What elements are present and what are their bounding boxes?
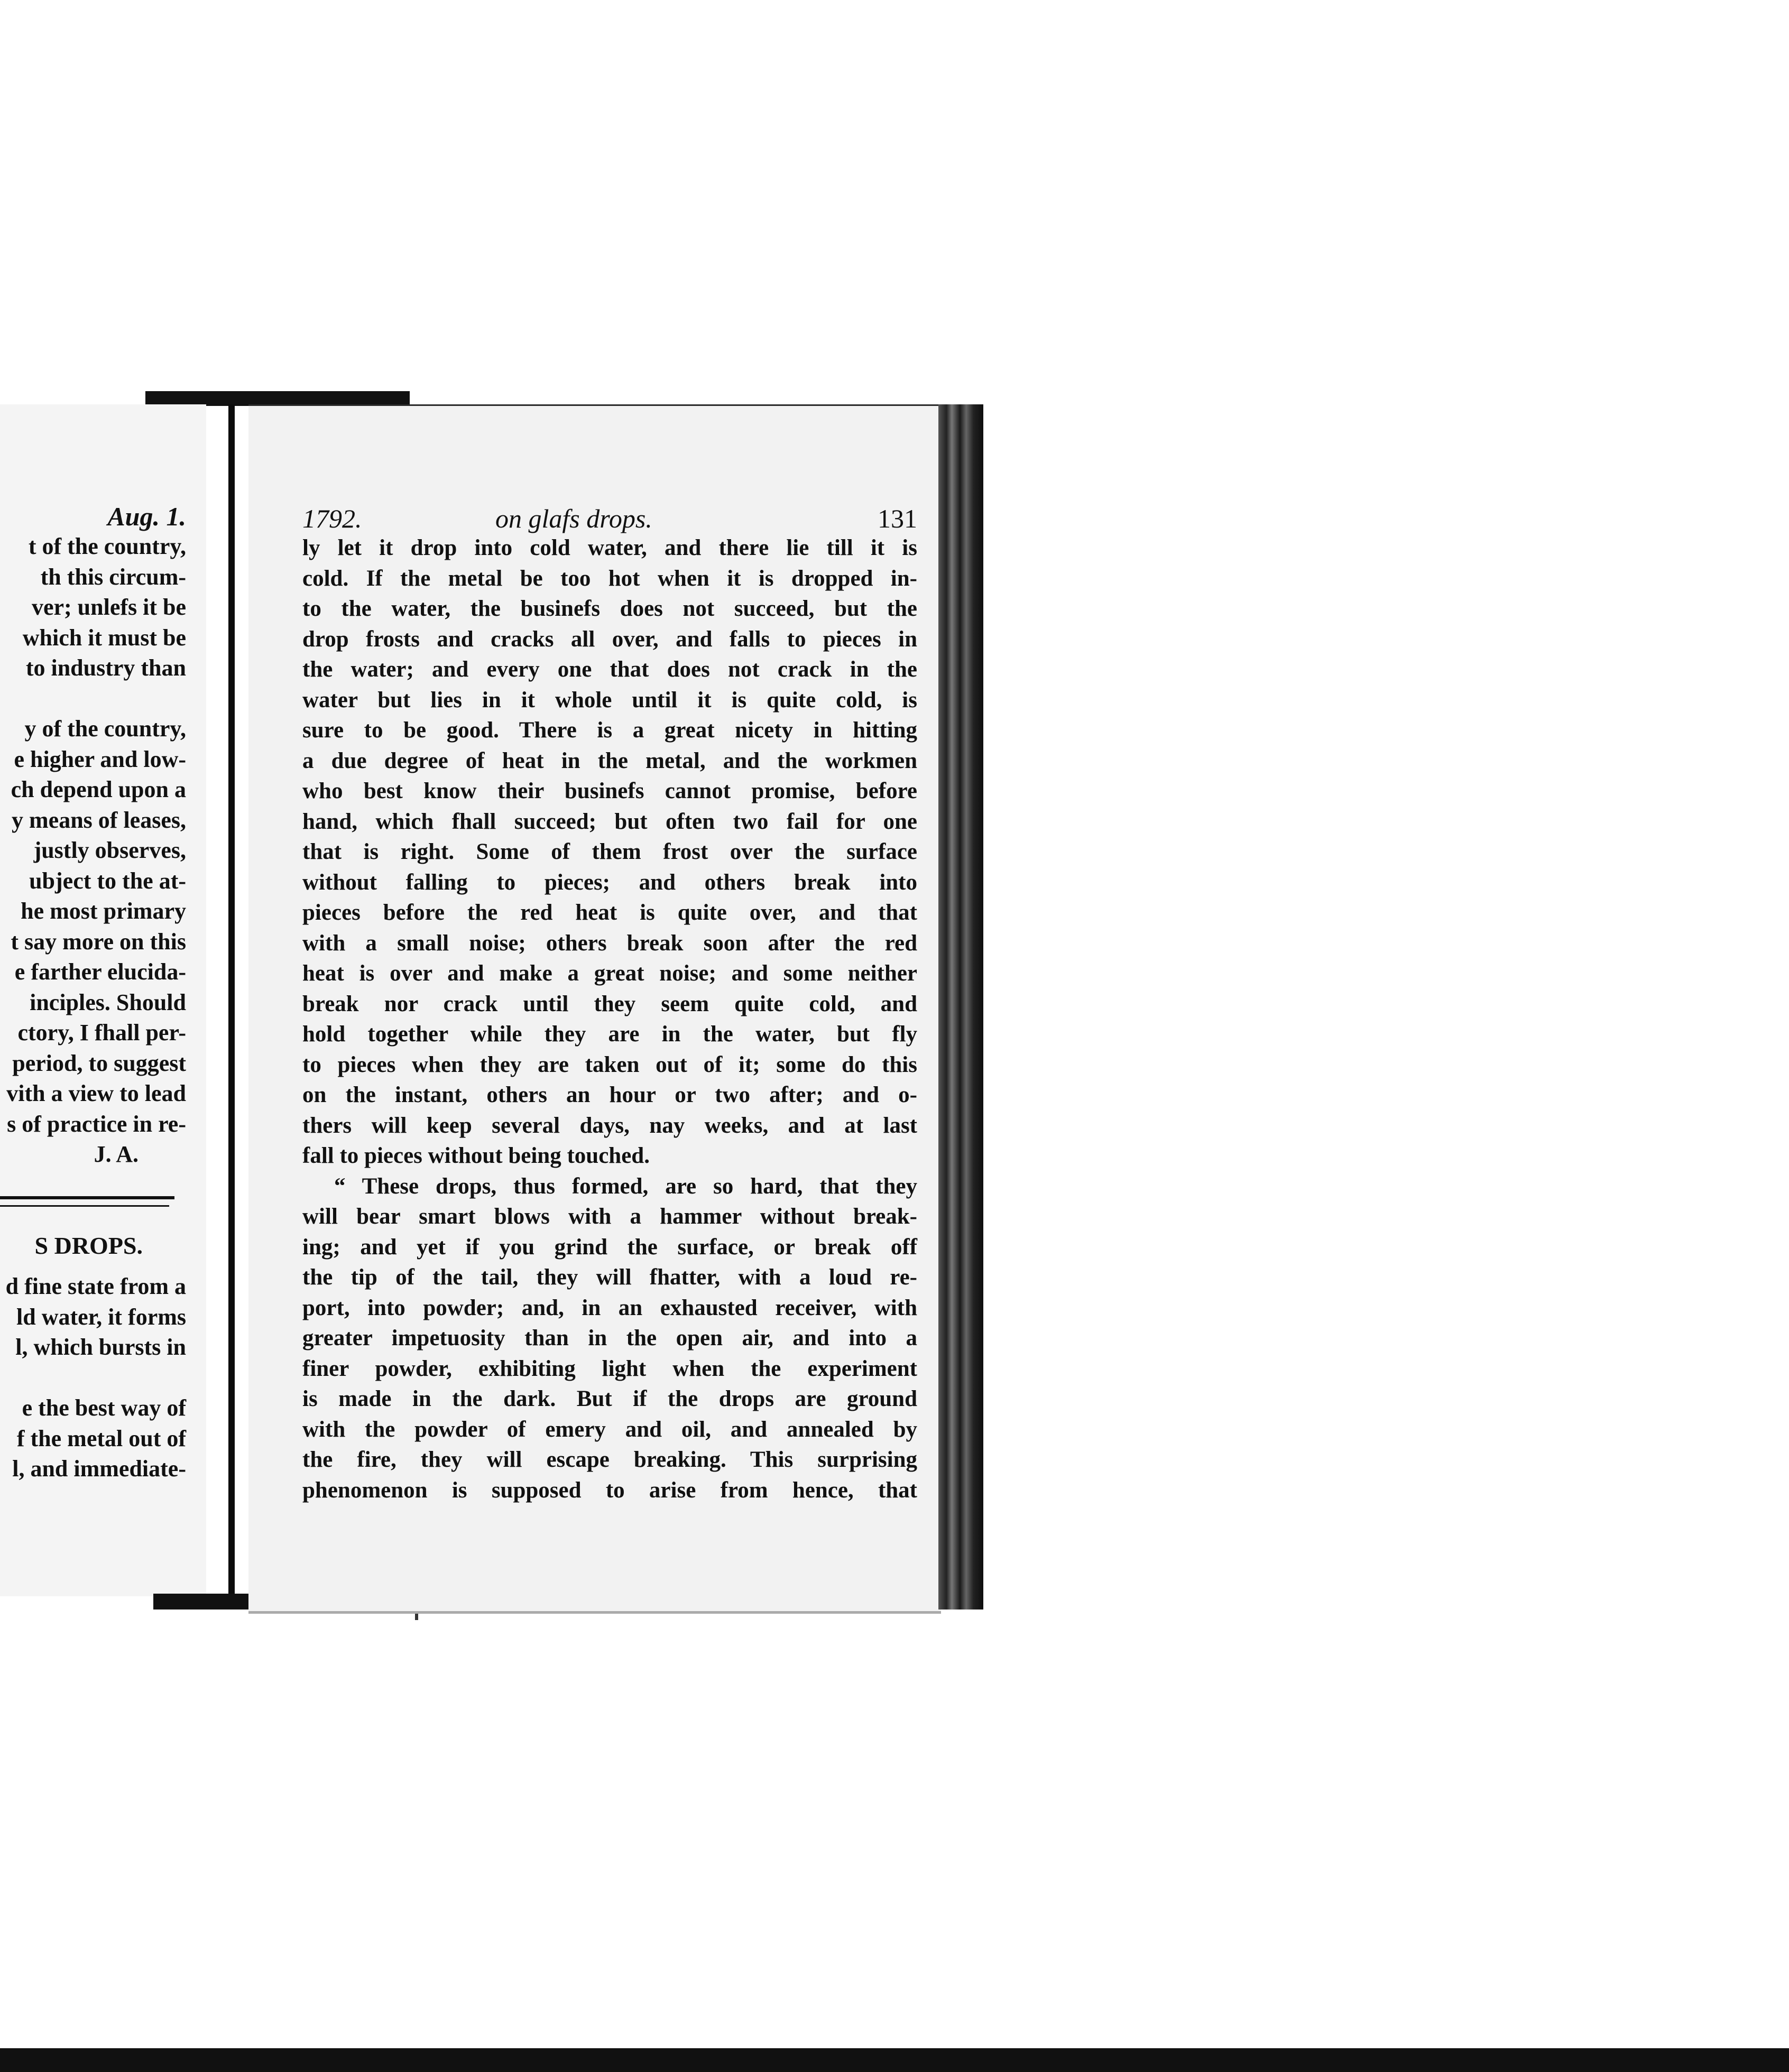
left-text-line: s of practice in re- xyxy=(7,1111,186,1137)
text-line: with the powder of emery and oil, and annealed by xyxy=(302,1417,917,1442)
left-page-text-bottom xyxy=(0,1271,186,1484)
running-head-title: on glafs drops. xyxy=(495,504,652,533)
left-page-top-edge xyxy=(145,391,410,406)
left-page xyxy=(0,404,206,1596)
section-rule xyxy=(0,1196,174,1199)
left-text-line: he most primary xyxy=(21,898,186,924)
left-text-line: vith a view to lead xyxy=(6,1080,186,1106)
left-text-line: justly observes, xyxy=(33,837,186,863)
right-page xyxy=(248,404,941,1614)
section-rule-thin xyxy=(0,1205,169,1207)
text-line: to the water, the businefs does not succeed, but the xyxy=(302,596,917,621)
text-line: the tip of the tail, they will fhatter, with a loud re- xyxy=(302,1265,917,1290)
left-section-title: S DROPS. xyxy=(34,1232,143,1259)
left-text-line: l, and immediate- xyxy=(12,1456,186,1482)
book-gutter xyxy=(228,404,235,1596)
text-line: greater impetuosity than in the open air, and into a xyxy=(302,1326,917,1350)
text-line: will bear smart blows with a hammer without break- xyxy=(302,1204,917,1229)
text-line: is made in the dark. But if the drops are ground xyxy=(302,1386,917,1411)
text-line: thers will keep several days, nay weeks, and at last xyxy=(302,1113,917,1138)
text-line: pieces before the red heat is quite over, and that xyxy=(302,900,917,925)
left-running-head: Aug. 1. xyxy=(107,502,186,531)
left-text-line: ld water, it forms xyxy=(16,1303,186,1330)
left-text-line: t of the country, xyxy=(28,533,186,559)
text-line: the water; and every one that does not crack in the xyxy=(302,657,917,682)
left-text-line: to industry than xyxy=(25,655,186,681)
text-line: the fire, they will escape breaking. This surprising xyxy=(302,1447,917,1472)
left-text-line: f the metal out of xyxy=(16,1425,186,1451)
text-line: with a small noise; others break soon after the red xyxy=(302,930,917,956)
left-text-line: inciples. Should xyxy=(30,989,186,1015)
left-text-line: th this circum- xyxy=(40,563,186,590)
text-line: break nor crack until they seem quite cold, and xyxy=(302,991,917,1016)
left-text-line: ch depend upon a xyxy=(11,776,186,802)
text-line: ing; and yet if you grind the surface, or break off xyxy=(302,1234,917,1260)
left-text-line: ver; unlefs it be xyxy=(31,594,186,620)
left-text-line: y means of leases, xyxy=(12,807,186,833)
text-line: who best know their businefs cannot promise, before xyxy=(302,779,917,803)
left-text-line: period, to suggest xyxy=(12,1050,186,1076)
text-line: ly let it drop into cold water, and there lie till it is xyxy=(302,535,917,560)
text-line: cold. If the metal be too hot when it is dropped in- xyxy=(302,566,917,591)
left-text-line: t say more on this xyxy=(11,928,186,955)
left-text-line: l, which bursts in xyxy=(15,1334,186,1360)
running-head-year: 1792. xyxy=(302,504,362,533)
text-line: a due degree of heat in the metal, and the workmen xyxy=(302,748,917,773)
left-text-line: y of the country, xyxy=(24,716,186,742)
text-line: without falling to pieces; and others break into xyxy=(302,870,917,895)
page-block-edge xyxy=(938,404,983,1610)
text-line: to pieces when they are taken out of it; some do this xyxy=(302,1052,917,1077)
left-text-line: which it must be xyxy=(22,624,186,651)
left-text-line: ctory, I fhall per- xyxy=(17,1020,186,1046)
text-line: fall to pieces without being touched. xyxy=(302,1143,650,1168)
left-text-line xyxy=(0,1363,186,1393)
text-line: port, into powder; and, in an exhausted receiver, with xyxy=(302,1295,917,1320)
text-line: hand, which fhall succeed; but often two fail for one xyxy=(302,809,917,834)
scan-bottom-border xyxy=(0,2048,1789,2072)
text-line: “ These drops, thus formed, are so hard, that they xyxy=(334,1173,917,1199)
left-text-line: e higher and low- xyxy=(14,746,186,772)
left-text-line: ubject to the at- xyxy=(29,867,186,894)
text-line: hold together while they are in the water, but fly xyxy=(302,1022,917,1047)
left-text-line: e the best way of xyxy=(22,1395,186,1421)
left-text-line xyxy=(0,683,186,714)
text-line: water but lies in it whole until it is quite cold, is xyxy=(302,687,917,713)
text-line: drop frosts and cracks all over, and falls to pieces in xyxy=(302,626,917,652)
body-text xyxy=(302,533,917,1505)
left-text-line: e farther elucida- xyxy=(14,959,186,985)
left-page-text-top xyxy=(0,531,186,1170)
text-line: sure to be good. There is a great nicety in hitting xyxy=(302,718,917,743)
running-head xyxy=(302,503,917,534)
text-line: heat is over and make a great noise; and some neither xyxy=(302,961,917,986)
left-text-line: d fine state from a xyxy=(5,1273,186,1299)
text-line: finer powder, exhibiting light when the experiment xyxy=(302,1356,917,1381)
page-number: 131 xyxy=(878,504,917,533)
left-signature: J. A. xyxy=(94,1141,139,1167)
text-line: that is right. Some of them frost over the surface xyxy=(302,839,917,864)
text-line: phenomenon is supposed to arise from hence, that xyxy=(302,1477,917,1503)
text-line: on the instant, others an hour or two after; and o- xyxy=(302,1083,917,1107)
